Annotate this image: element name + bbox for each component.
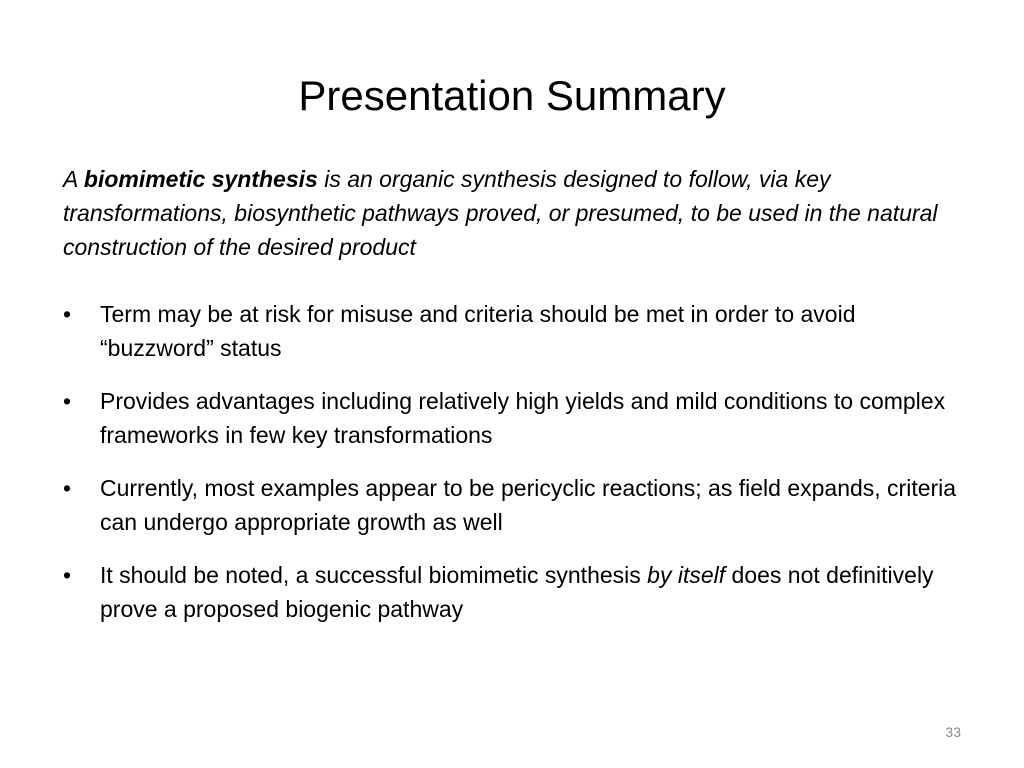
- definition-rest: is an organic synthesis designed to follow, via key transformations, biosynthetic pathways proved, or presumed, to be used in the natural construction of the desired product: [63, 166, 938, 260]
- page-number: 33: [945, 724, 961, 740]
- definition-paragraph: [63, 162, 973, 264]
- bullet-icon: •: [63, 388, 72, 414]
- bullet-item: [63, 297, 973, 365]
- definition-lead: A: [63, 166, 84, 192]
- bullet-item: [63, 384, 973, 452]
- bullet-text: [100, 562, 934, 622]
- definition-term: biomimetic synthesis: [83, 166, 318, 192]
- bullet-text-after: does not definitively prove a proposed biogenic pathway: [100, 562, 934, 622]
- bullet-text: Provides advantages including relatively high yields and mild conditions to complex frameworks in few key transformations: [100, 388, 946, 448]
- bullet-list: [63, 297, 973, 645]
- bullet-icon: •: [63, 475, 72, 501]
- bullet-icon: •: [63, 562, 72, 588]
- bullet-text: Term may be at risk for misuse and criteria should be met in order to avoid “buzzword” status: [100, 301, 856, 361]
- bullet-text-emphasis: by itself: [647, 562, 726, 588]
- bullet-item: [63, 558, 973, 626]
- bullet-item: [63, 471, 973, 539]
- bullet-icon: •: [63, 301, 72, 327]
- bullet-text-before: It should be noted, a successful biomimetic synthesis: [100, 562, 648, 588]
- slide-title: Presentation Summary: [298, 72, 726, 119]
- bullet-text: Currently, most examples appear to be pericyclic reactions; as field expands, criteria can undergo appropriate growth as well: [100, 475, 957, 535]
